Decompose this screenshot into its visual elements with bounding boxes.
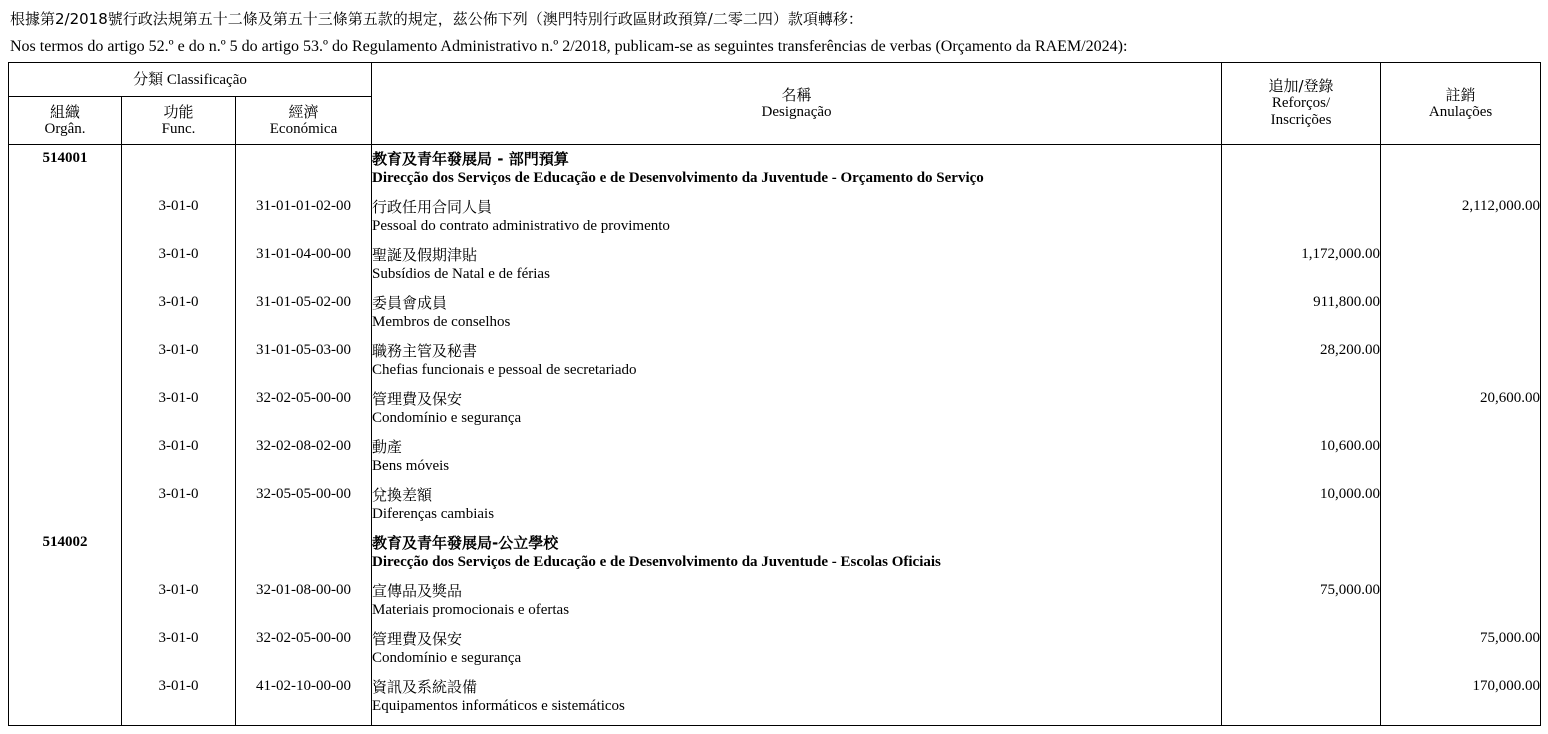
header-designacao — [372, 63, 1222, 145]
header-inscricoes-pt: Inscrições — [1270, 112, 1332, 128]
anulacoes-amount: 75,000.00 — [1381, 630, 1541, 678]
header-designacao-zh: 名稱 — [781, 85, 812, 104]
economic-code: 32-02-08-02-00 — [236, 438, 372, 486]
anulacoes-amount — [1381, 438, 1541, 486]
reforcos-amount: 10,000.00 — [1222, 486, 1381, 534]
table-row — [9, 582, 1541, 630]
reforcos-amount: 75,000.00 — [1222, 582, 1381, 630]
designation-zh: 職務主管及秘書 — [372, 341, 478, 360]
reforcos-amount: 911,800.00 — [1222, 294, 1381, 342]
organ-code — [9, 630, 122, 678]
header-organ — [9, 97, 122, 145]
table-row — [9, 246, 1541, 294]
function-code: 3-01-0 — [122, 438, 236, 486]
economic-code: 32-01-08-00-00 — [236, 582, 372, 630]
table-row — [9, 678, 1541, 726]
header-econ-zh: 經濟 — [288, 102, 319, 121]
organ-code: 514002 — [9, 534, 122, 582]
designation-zh: 兌換差額 — [372, 485, 433, 504]
function-code: 3-01-0 — [122, 198, 236, 246]
designation-pt: Bens móveis — [372, 457, 450, 474]
designation-pt: Equipamentos informáticos e sistemáticos — [372, 697, 625, 714]
reforcos-amount — [1222, 390, 1381, 438]
designation-pt: Condomínio e segurança — [372, 649, 522, 666]
anulacoes-amount — [1381, 486, 1541, 534]
table-row — [9, 438, 1541, 486]
header-classificacao-zh: 分類 — [133, 69, 164, 88]
header-anulacoes-zh: 註銷 — [1445, 85, 1476, 104]
organ-code — [9, 294, 122, 342]
function-code: 3-01-0 — [122, 630, 236, 678]
organ-code — [9, 438, 122, 486]
designation-cell — [372, 246, 1222, 294]
anulacoes-amount — [1381, 294, 1541, 342]
designation-cell — [372, 198, 1222, 246]
header-reforcos-zh: 追加/登錄 — [1268, 77, 1334, 95]
designation-pt: Membros de conselhos — [372, 313, 511, 330]
anulacoes-amount: 20,600.00 — [1381, 390, 1541, 438]
designation-pt: Diferenças cambiais — [372, 505, 495, 522]
designation-cell — [372, 630, 1222, 678]
designation-zh: 聖誕及假期津貼 — [372, 245, 478, 264]
designation-zh: 管理費及保安 — [372, 629, 463, 648]
organ-code — [9, 246, 122, 294]
header-func — [122, 97, 236, 145]
economic-code: 31-01-05-03-00 — [236, 342, 372, 390]
function-code: 3-01-0 — [122, 486, 236, 534]
reforcos-amount — [1222, 630, 1381, 678]
designation-zh: 委員會成員 — [372, 293, 448, 312]
header-econ — [236, 97, 372, 145]
anulacoes-amount — [1381, 342, 1541, 390]
designation-cell — [372, 390, 1222, 438]
table-row — [9, 150, 1541, 198]
reforcos-amount — [1222, 678, 1381, 726]
header-func-zh: 功能 — [163, 102, 194, 121]
designation-pt: Direcção dos Serviços de Educação e de Desenvolvimento da Juventude - Orçamento do Serviço — [372, 169, 984, 186]
reforcos-amount — [1222, 198, 1381, 246]
designation-cell — [372, 438, 1222, 486]
designation-zh: 資訊及系統設備 — [372, 677, 478, 696]
function-code: 3-01-0 — [122, 294, 236, 342]
designation-pt: Subsídios de Natal e de férias — [372, 265, 550, 282]
transfers-table — [8, 62, 1541, 726]
reforcos-amount — [1222, 150, 1381, 198]
function-code — [122, 534, 236, 582]
economic-code: 32-02-05-00-00 — [236, 390, 372, 438]
designation-pt: Direcção dos Serviços de Educação e de Desenvolvimento da Juventude - Escolas Oficiais — [372, 553, 941, 570]
anulacoes-amount: 2,112,000.00 — [1381, 198, 1541, 246]
header-organ-zh: 組織 — [49, 102, 80, 121]
designation-zh: 教育及青年發展局-公立學校 — [372, 533, 559, 552]
designation-cell — [372, 486, 1222, 534]
organ-code — [9, 390, 122, 438]
function-code — [122, 150, 236, 198]
economic-code: 32-02-05-00-00 — [236, 630, 372, 678]
function-code: 3-01-0 — [122, 390, 236, 438]
designation-zh: 教育及青年發展局 - 部門預算 — [372, 149, 569, 168]
header-econ-pt: Económica — [269, 120, 338, 137]
reforcos-amount: 10,600.00 — [1222, 438, 1381, 486]
intro-portuguese: Nos termos do artigo 52.º e do n.º 5 do artigo 53.º do Regulamento Administrativo n.º 2/2018, publicam-se as seguintes transferências de verbas (Orçamento da RAEM/2024): — [10, 38, 1128, 55]
economic-code: 31-01-01-02-00 — [236, 198, 372, 246]
organ-code — [9, 486, 122, 534]
economic-code: 41-02-10-00-00 — [236, 678, 372, 726]
designation-zh: 行政任用合同人員 — [372, 197, 493, 216]
table-row — [9, 534, 1541, 582]
economic-code: 32-05-05-00-00 — [236, 486, 372, 534]
header-classificacao — [9, 63, 372, 97]
designation-pt: Materiais promocionais e ofertas — [372, 601, 570, 618]
designation-cell — [372, 342, 1222, 390]
anulacoes-amount — [1381, 246, 1541, 294]
anulacoes-amount: 170,000.00 — [1381, 678, 1541, 726]
designation-zh: 宣傳品及獎品 — [372, 581, 463, 600]
function-code: 3-01-0 — [122, 678, 236, 726]
designation-pt: Pessoal do contrato administrativo de provimento — [372, 217, 670, 234]
table-row — [9, 294, 1541, 342]
designation-pt: Condomínio e segurança — [372, 409, 522, 426]
economic-code: 31-01-05-02-00 — [236, 294, 372, 342]
header-anulacoes — [1381, 63, 1541, 145]
designation-cell — [372, 150, 1222, 198]
header-func-pt: Func. — [161, 120, 196, 137]
function-code: 3-01-0 — [122, 582, 236, 630]
organ-code — [9, 582, 122, 630]
function-code: 3-01-0 — [122, 246, 236, 294]
reforcos-amount: 28,200.00 — [1222, 342, 1381, 390]
reforcos-amount — [1222, 534, 1381, 582]
header-anulacoes-pt: Anulações — [1428, 103, 1493, 120]
organ-code — [9, 198, 122, 246]
economic-code: 31-01-04-00-00 — [236, 246, 372, 294]
table-row — [9, 390, 1541, 438]
header-reforcos-pt: Reforços/ — [1271, 95, 1331, 111]
economic-code — [236, 534, 372, 582]
designation-zh: 管理費及保安 — [372, 389, 463, 408]
organ-code — [9, 678, 122, 726]
economic-code — [236, 150, 372, 198]
designation-cell — [372, 582, 1222, 630]
designation-cell — [372, 294, 1222, 342]
designation-cell — [372, 678, 1222, 726]
header-designacao-pt: Designação — [761, 103, 832, 120]
header-reforcos — [1222, 63, 1381, 145]
designation-zh: 動產 — [372, 437, 403, 456]
organ-code: 514001 — [9, 150, 122, 198]
header-organ-pt: Orgân. — [44, 120, 86, 137]
intro-chinese: 根據第2/2018號行政法規第五十二條及第五十三條第五款的規定，茲公佈下列（澳門特別行政區財政預算/二零二四）款項轉移： — [10, 10, 863, 28]
organ-code — [9, 342, 122, 390]
table-row — [9, 486, 1541, 534]
table-body — [9, 145, 1541, 726]
anulacoes-amount — [1381, 582, 1541, 630]
function-code: 3-01-0 — [122, 342, 236, 390]
designation-cell — [372, 534, 1222, 582]
reforcos-amount: 1,172,000.00 — [1222, 246, 1381, 294]
header-classificacao-pt: Classificação — [166, 71, 247, 88]
table-row — [9, 630, 1541, 678]
designation-pt: Chefias funcionais e pessoal de secretariado — [372, 361, 637, 378]
table-row — [9, 198, 1541, 246]
anulacoes-amount — [1381, 150, 1541, 198]
table-row — [9, 342, 1541, 390]
anulacoes-amount — [1381, 534, 1541, 582]
